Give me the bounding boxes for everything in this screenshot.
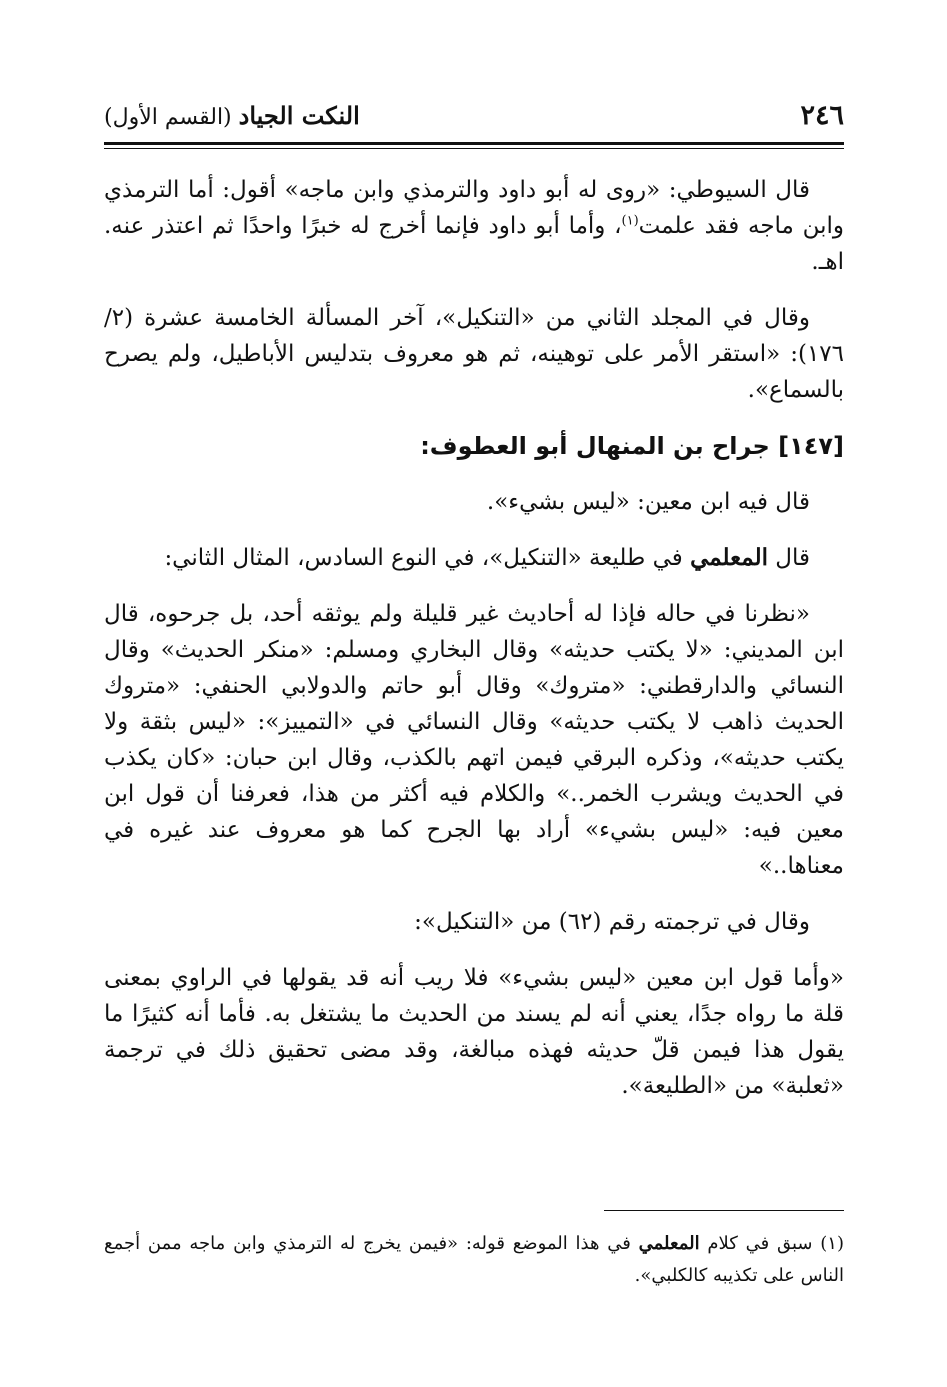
paragraph-muallimi [104,540,844,576]
footnote-text: (١) سبق في كلام [699,1233,844,1254]
paragraph-text: قال [767,545,810,571]
footnote-ref: (١) [621,213,639,229]
footnote-muallimi: المعلمي [638,1233,700,1254]
page-header [104,96,844,136]
paragraph-quote: «نظرنا في حاله فإذا له أحاديث غير قليلة ولم يوثقه أحد، بل جرحوه، قال ابن المديني: «لا يكتب حديثه» وقال البخاري ومسلم: «منكر الحديث» وقال النسائي والدارقطني: «متروك» وقال أبو حاتم والدولابي الحنفي: «متروك الحديث ذاهب لا يكتب حديثه» وقال النسائي في «التمييز»: «ليس بثقة ولا يكتب حديثه»، وذكره البرقي فيمن اتهم بالكذب، وقال ابن حبان: «كان يكذب في الحديث ويشرب الخمر..» والكلام فيه أكثر من هذا، فعرفنا أن قول ابن معين فيه: «ليس بشيء» أراد بها الجرح كما هو معروف عند غيره في معناها..» [104,601,844,879]
paragraph-suyuti [104,172,844,280]
footnote-1 [104,1228,844,1292]
footnote-text: في هذا الموضع قوله: «فيمن يخرج له الترمذي وابن ماجه ممن أجمع الناس على تكذيبه كالكلبي». [104,1233,844,1286]
paragraph-text: قال السيوطي: «روى له أبو داود والترمذي وابن ماجه» أقول: أما الترمذي وابن ماجه فقد علمت [104,177,844,239]
main-text [104,172,844,1124]
book-title: النكت الجياد [238,101,360,130]
header-rule-thin [104,148,844,149]
paragraph-ibn-main: قال فيه ابن معين: «ليس بشيء». [486,489,810,515]
page-number: ٢٤٦ [800,100,844,131]
paragraph-tarjama: وقال في ترجمته رقم (٦٢) من «التنكيل»: [414,909,810,935]
footnotes [104,1228,844,1292]
footnote-rule [604,1210,844,1211]
entry-heading: [١٤٧] جراح بن المنهال أبو العطوف: [420,432,844,460]
paragraph-text: ، وأما أبو داود فإنما أخرج له خبرًا واحدًا ثم اعتذر عنه. اهـ. [104,213,844,275]
paragraph-final-quote: «وأما قول ابن معين «ليس بشيء» فلا ريب أنه قد يقولها في الراوي بمعنى قلة ما رواه جدًا، يعني أنه لم يسند من الحديث ما يشتغل به. فأما أنه كثيرًا ما يقول هذا فيمن قلّ حديثه فهذه مبالغة، وقد مضى تحقيق ذلك في ترجمة «ثعلبة» من «الطليعة». [104,965,844,1099]
running-title [104,96,360,138]
paragraph-text: في طليعة «التنكيل»، في النوع السادس، المثال الثاني: [164,545,691,571]
paragraph-tankil-volume: وقال في المجلد الثاني من «التنكيل»، آخر المسألة الخامسة عشرة (٢/ ١٧٦): «استقر الأمر على توهينه، ثم هو معروف بتدليس الأباطيل، ولم يصرح بالسماع». [104,305,844,403]
book-part: (القسم الأول) [104,105,232,130]
header-rule-thick [104,142,844,145]
muallimi-name: المعلمي [690,544,768,571]
